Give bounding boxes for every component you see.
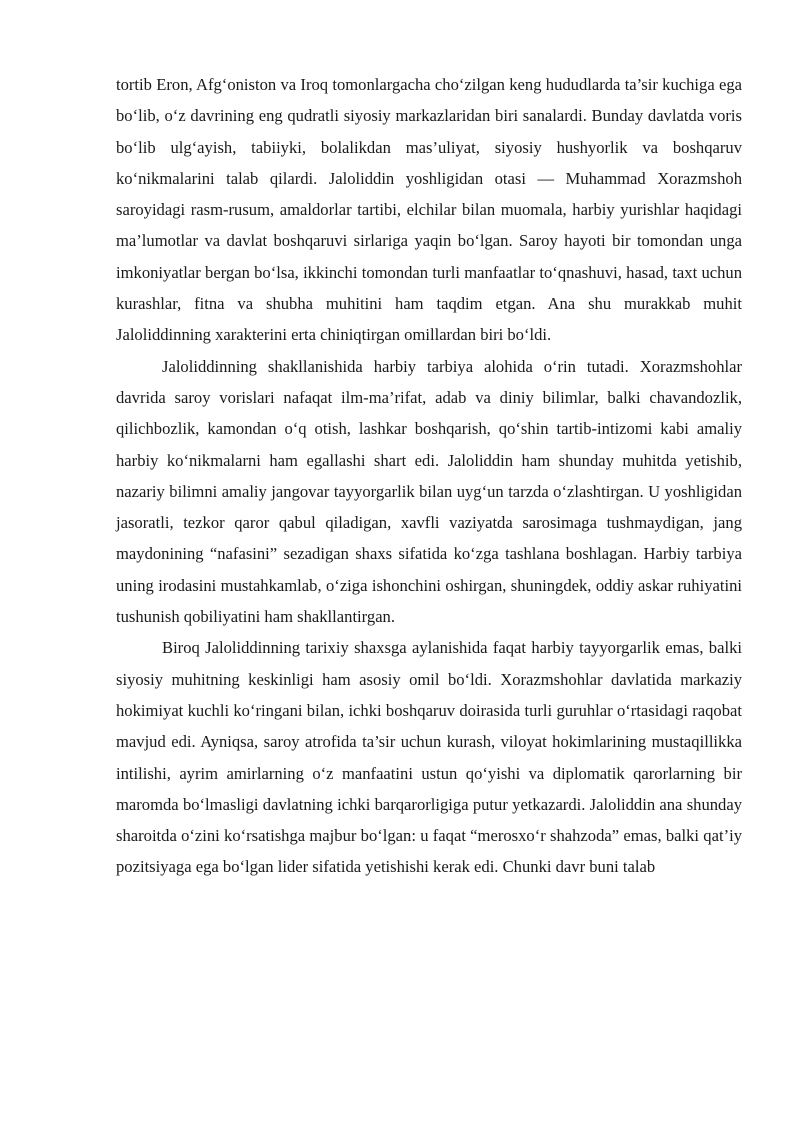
document-page <box>116 69 742 883</box>
paragraph-1: tortib Eron, Afg‘oniston va Iroq tomonlargacha cho‘zilgan keng hududlarda ta’sir kuchiga ega bo‘lib, o‘z davrining eng qudratli siyosiy markazlaridan biri sanalardi. Bunday davlatda voris bo‘lib ulg‘ayish, tabiiyki, bolalikdan mas’uliyat, siyosiy hushyorlik va boshqaruv ko‘nikmalarini talab qilardi. Jaloliddin yoshligidan otasi — Muhammad Xorazmshoh saroyidagi rasm-rusum, amaldorlar tartibi, elchilar bilan muomala, harbiy yurishlar haqidagi ma’lumotlar va davlat boshqaruvi sirlariga yaqin bo‘lgan. Saroy hayoti bir tomondan unga imkoniyatlar bergan bo‘lsa, ikkinchi tomondan turli manfaatlar to‘qnashuvi, hasad, taxt uchun kurashlar, fitna va shubha muhitini ham taqdim etgan. Ana shu murakkab muhit Jaloliddinning xarakterini erta chiniqtirgan omillardan biri bo‘ldi. <box>116 75 742 345</box>
paragraph-3: Biroq Jaloliddinning tarixiy shaxsga aylanishida faqat harbiy tayyorgarlik emas, balki siyosiy muhitning keskinligi ham asosiy omil bo‘ldi. Xorazmshohlar davlatida markaziy hokimiyat kuchli ko‘ringani bilan, ichki boshqaruv doirasida turli guruhlar o‘rtasidagi raqobat mavjud edi. Ayniqsa, saroy atrofida ta’sir uchun kurash, viloyat hokimlarining mustaqillikka intilishi, ayrim amirlarning o‘z manfaatini ustun qo‘yishi va diplomatik qarorlarning bir maromda bo‘lmasligi davlatning ichki barqarorligiga putur yetkazardi. Jaloliddin ana shunday sharoitda o‘zini ko‘rsatishga majbur bo‘lgan: u faqat “merosxo‘r shahzoda” emas, balki qat’iy pozitsiyaga ega bo‘lgan lider sifatida yetishishi kerak edi. Chunki davr buni talab <box>116 638 742 877</box>
paragraph-2: Jaloliddinning shakllanishida harbiy tarbiya alohida o‘rin tutadi. Xorazmshohlar davrida saroy vorislari nafaqat ilm-ma’rifat, adab va diniy bilimlar, balki chavandozlik, qilichbozlik, kamondan o‘q otish, lashkar boshqarish, qo‘shin tartib-intizomi kabi amaliy harbiy ko‘nikmalarni ham egallashi shart edi. Jaloliddin ham shunday muhitda yetishib, nazariy bilimni amaliy jangovar tayyorgarlik bilan uyg‘un tarzda o‘zlashtirgan. U yoshligidan jasoratli, tezkor qaror qabul qiladigan, xavfli vaziyatda sarosimaga tushmaydigan, jang maydonining “nafasini” sezadigan shaxs sifatida ko‘zga tashlana boshlagan. Harbiy tarbiya uning irodasini mustahkamlab, o‘ziga ishonchini oshirgan, shuningdek, oddiy askar ruhiyatini tushunish qobiliyatini ham shakllantirgan. <box>116 356 742 627</box>
